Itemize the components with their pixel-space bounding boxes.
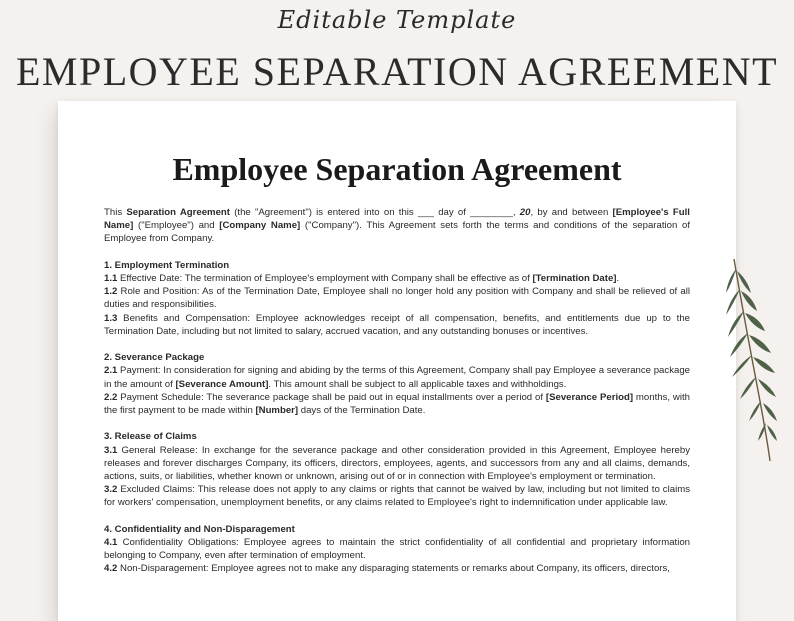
clause-2-2: 2.2 Payment Schedule: The severance package shall be paid out in equal installments over a period of [Severance Period] months, with the first payment to be made within [Number] days of the Termination Date. xyxy=(104,391,690,417)
clause-1-3: 1.3 Benefits and Compensation: Employee acknowledges receipt of all compensation, benefits, and entitlements due up to the Termination Date, including but not limited to salary, accrued vacation, and any outstanding bonuses or incentives. xyxy=(104,312,690,337)
document-body xyxy=(104,206,690,576)
banner-title: EMPLOYEE SEPARATION AGREEMENT xyxy=(15,49,779,94)
script-title: Editable Template xyxy=(277,6,517,34)
section-heading: 4. Confidentiality and Non-Disparagement xyxy=(104,523,295,535)
rosemary-sprig-icon xyxy=(712,255,794,465)
document-title: Employee Separation Agreement xyxy=(172,151,622,187)
clause-3-1: 3.1 General Release: In exchange for the severance package and other consideration provided in this Agreement, Employee hereby releases and forever discharges Company, its officers, directors, employees, agents, and successors from any and all claims, demands, actions, suits, or liabilities, whether known or unknown, arising out of or in connection with Employee's employment or termination. xyxy=(104,444,690,483)
document-page xyxy=(58,101,736,621)
clause-4-1: 4.1 Confidentiality Obligations: Employee agrees to maintain the strict confidentiality of all confidential and proprietary information belonging to Company, even after termination of employment. xyxy=(104,537,690,562)
section-heading: 2. Severance Package xyxy=(104,352,205,364)
clause-3-2: 3.2 Excluded Claims: This release does not apply to any claims or rights that cannot be waived by law, including but not limited to claims for workers' compensation, unemployment benefits, or any claims related to Employee's right to indemnification under applicable law. xyxy=(104,484,690,509)
section-heading: 1. Employment Termination xyxy=(104,259,230,271)
section-heading: 3. Release of Claims xyxy=(104,431,197,443)
clause-1-2: 1.2 Role and Position: As of the Termination Date, Employee shall no longer hold any position with Company and shall be relieved of all duties and responsibilities. xyxy=(104,286,690,311)
clause-2-1: 2.1 Payment: In consideration for signing and abiding by the terms of this Agreement, Company shall pay Employee a severance package in the amount of [Severance Amount]. This amount shall be subject to all applicable taxes and withholdings. xyxy=(104,365,690,390)
clause-1-1: 1.1 Effective Date: The termination of Employee's employment with Company shall be effective as of [Termination Date]. xyxy=(104,273,620,284)
intro-paragraph: This Separation Agreement (the "Agreement") is entered into on this ___ day of ________, 20, by and between [Employee's Full Name] ("Employee") and [Company Name] ("Company"). This Agreement sets forth the terms and conditions of the separation of Employee from Company. xyxy=(104,207,691,245)
clause-4-2: 4.2 Non-Disparagement: Employee agrees not to make any disparaging statements or remarks about Company, its officers, directors, xyxy=(104,563,670,575)
